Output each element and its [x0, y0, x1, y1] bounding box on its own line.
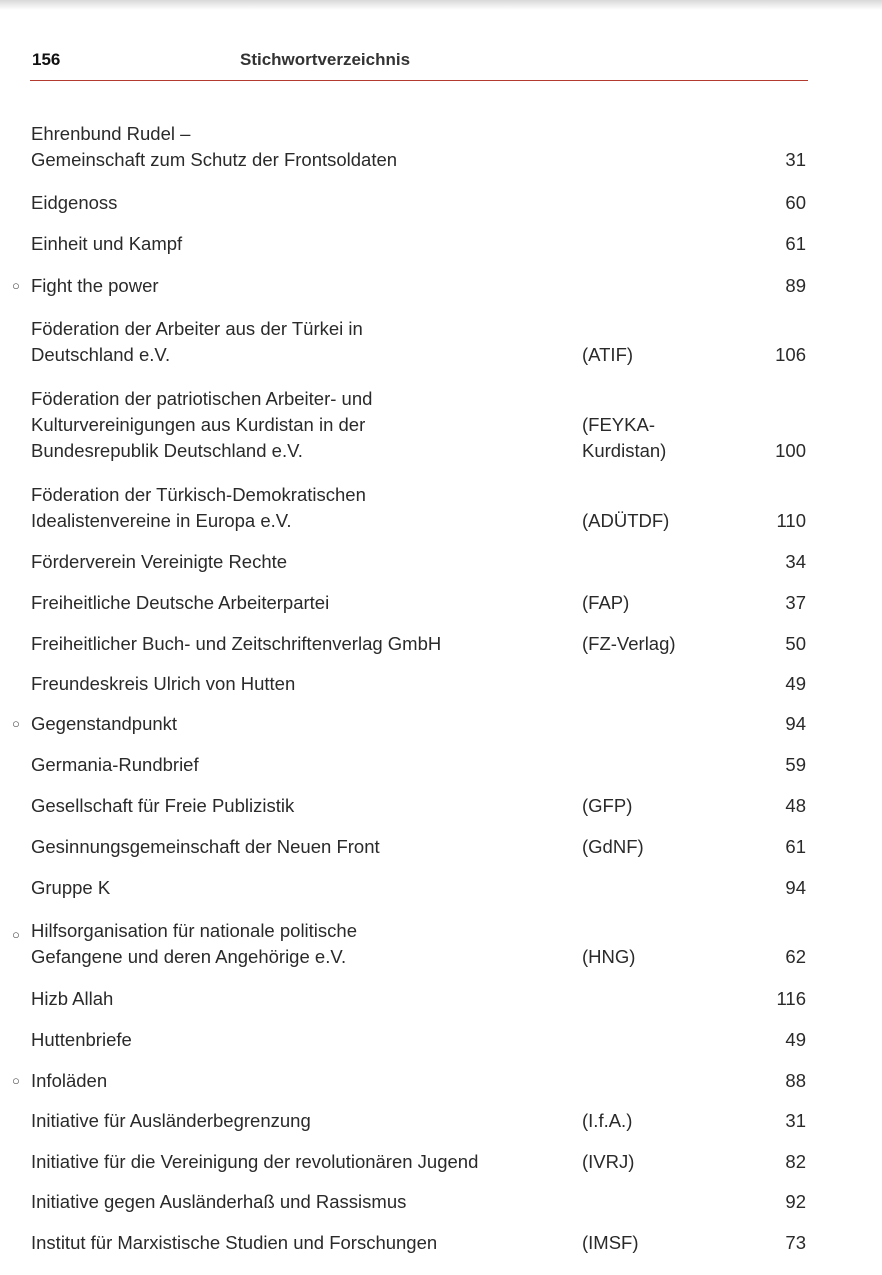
entry-page: 116	[776, 988, 806, 1009]
entry-name: Freiheitliche Deutsche Arbeiterpartei	[31, 592, 330, 613]
entry-page: 89	[785, 275, 806, 296]
entry-name: Ehrenbund Rudel – Gemeinschaft zum Schutz der Frontsoldaten	[31, 123, 398, 170]
entry-abbreviation: (GdNF)	[582, 836, 644, 857]
entry-name: Fight the power	[31, 275, 159, 296]
entry-name: Gesinnungsgemeinschaft der Neuen Front	[31, 836, 380, 857]
entry-name: Initiative für die Vereinigung der revolutionären Jugend	[31, 1151, 479, 1172]
entry-name: Einheit und Kampf	[31, 233, 183, 254]
entry-name: Freundeskreis Ulrich von Hutten	[31, 673, 296, 694]
entry-page: 73	[785, 1232, 806, 1253]
entry-abbreviation: (ATIF)	[582, 344, 634, 365]
entry-page: 62	[785, 946, 806, 967]
bullet-icon: ○	[12, 927, 20, 942]
entry-abbreviation: (HNG)	[582, 946, 636, 967]
bullet-icon: ○	[12, 278, 20, 293]
entry-abbreviation: (FAP)	[582, 592, 630, 613]
entry-abbreviation: (I.f.A.)	[582, 1110, 633, 1131]
section-title: Stichwortverzeichnis	[240, 50, 411, 69]
entry-abbreviation: (ADÜTDF)	[582, 510, 670, 531]
entry-page: 31	[785, 1110, 806, 1131]
entry-page: 92	[785, 1191, 806, 1212]
entry-page: 31	[785, 149, 806, 170]
entry-abbreviation: (IMSF)	[582, 1232, 639, 1253]
entry-page: 49	[785, 1029, 806, 1050]
entry-page: 82	[785, 1151, 806, 1172]
entry-abbreviation: (IVRJ)	[582, 1151, 635, 1172]
entry-name: Institut für Marxistische Studien und Forschungen	[31, 1232, 438, 1253]
entry-page: 59	[785, 754, 806, 775]
entry-abbreviation: (FZ-Verlag)	[582, 633, 676, 654]
entry-name: Eidgenoss	[31, 192, 118, 213]
entry-name: Gesellschaft für Freie Publizistik	[31, 795, 295, 816]
entry-name: Hilfsorganisation für nationale politische Gefangene und deren Angehörige e.V.	[31, 920, 357, 967]
entry-page: 94	[785, 713, 806, 734]
entry-name: Freiheitlicher Buch- und Zeitschriftenverlag GmbH	[31, 633, 442, 654]
entry-abbreviation: (GFP)	[582, 795, 633, 816]
entry-page: 37	[785, 592, 806, 613]
entry-page: 88	[785, 1070, 806, 1091]
entry-name: Hizb Allah	[31, 988, 114, 1009]
entry-name: Gegenstandpunkt	[31, 713, 178, 734]
entry-name: Förderverein Vereinigte Rechte	[31, 551, 288, 572]
entry-name: Initiative gegen Ausländerhaß und Rassismus	[31, 1191, 407, 1212]
entry-page: 100	[775, 440, 806, 461]
entry-abbreviation: (FEYKA- Kurdistan)	[582, 414, 667, 461]
entry-name: Initiative für Ausländerbegrenzung	[31, 1110, 311, 1131]
entry-name: Gruppe K	[31, 877, 111, 898]
entry-name: Huttenbriefe	[31, 1029, 132, 1050]
entry-page: 49	[785, 673, 806, 694]
entry-page: 50	[785, 633, 806, 654]
bullet-icon: ○	[12, 716, 20, 731]
bullet-icon: ○	[12, 1073, 20, 1088]
entry-name: Germania-Rundbrief	[31, 754, 199, 775]
entry-name: Infoläden	[31, 1070, 108, 1091]
entry-name: Föderation der patriotischen Arbeiter- und Kulturvereinigungen aus Kurdistan in der Bundesrepublik Deutschland e.V.	[31, 388, 373, 461]
entry-name: Föderation der Türkisch-Demokratischen Idealistenvereine in Europa e.V.	[31, 484, 366, 531]
entry-page: 60	[785, 192, 806, 213]
page-number: 156	[32, 50, 61, 69]
entry-page: 61	[785, 233, 806, 254]
entry-page: 106	[775, 344, 806, 365]
entry-page: 61	[785, 836, 806, 857]
entry-page: 110	[776, 510, 806, 531]
entry-page: 34	[785, 551, 806, 572]
entry-page: 94	[785, 877, 806, 898]
entry-name: Föderation der Arbeiter aus der Türkei in Deutschland e.V.	[31, 318, 363, 365]
entry-page: 48	[785, 795, 806, 816]
